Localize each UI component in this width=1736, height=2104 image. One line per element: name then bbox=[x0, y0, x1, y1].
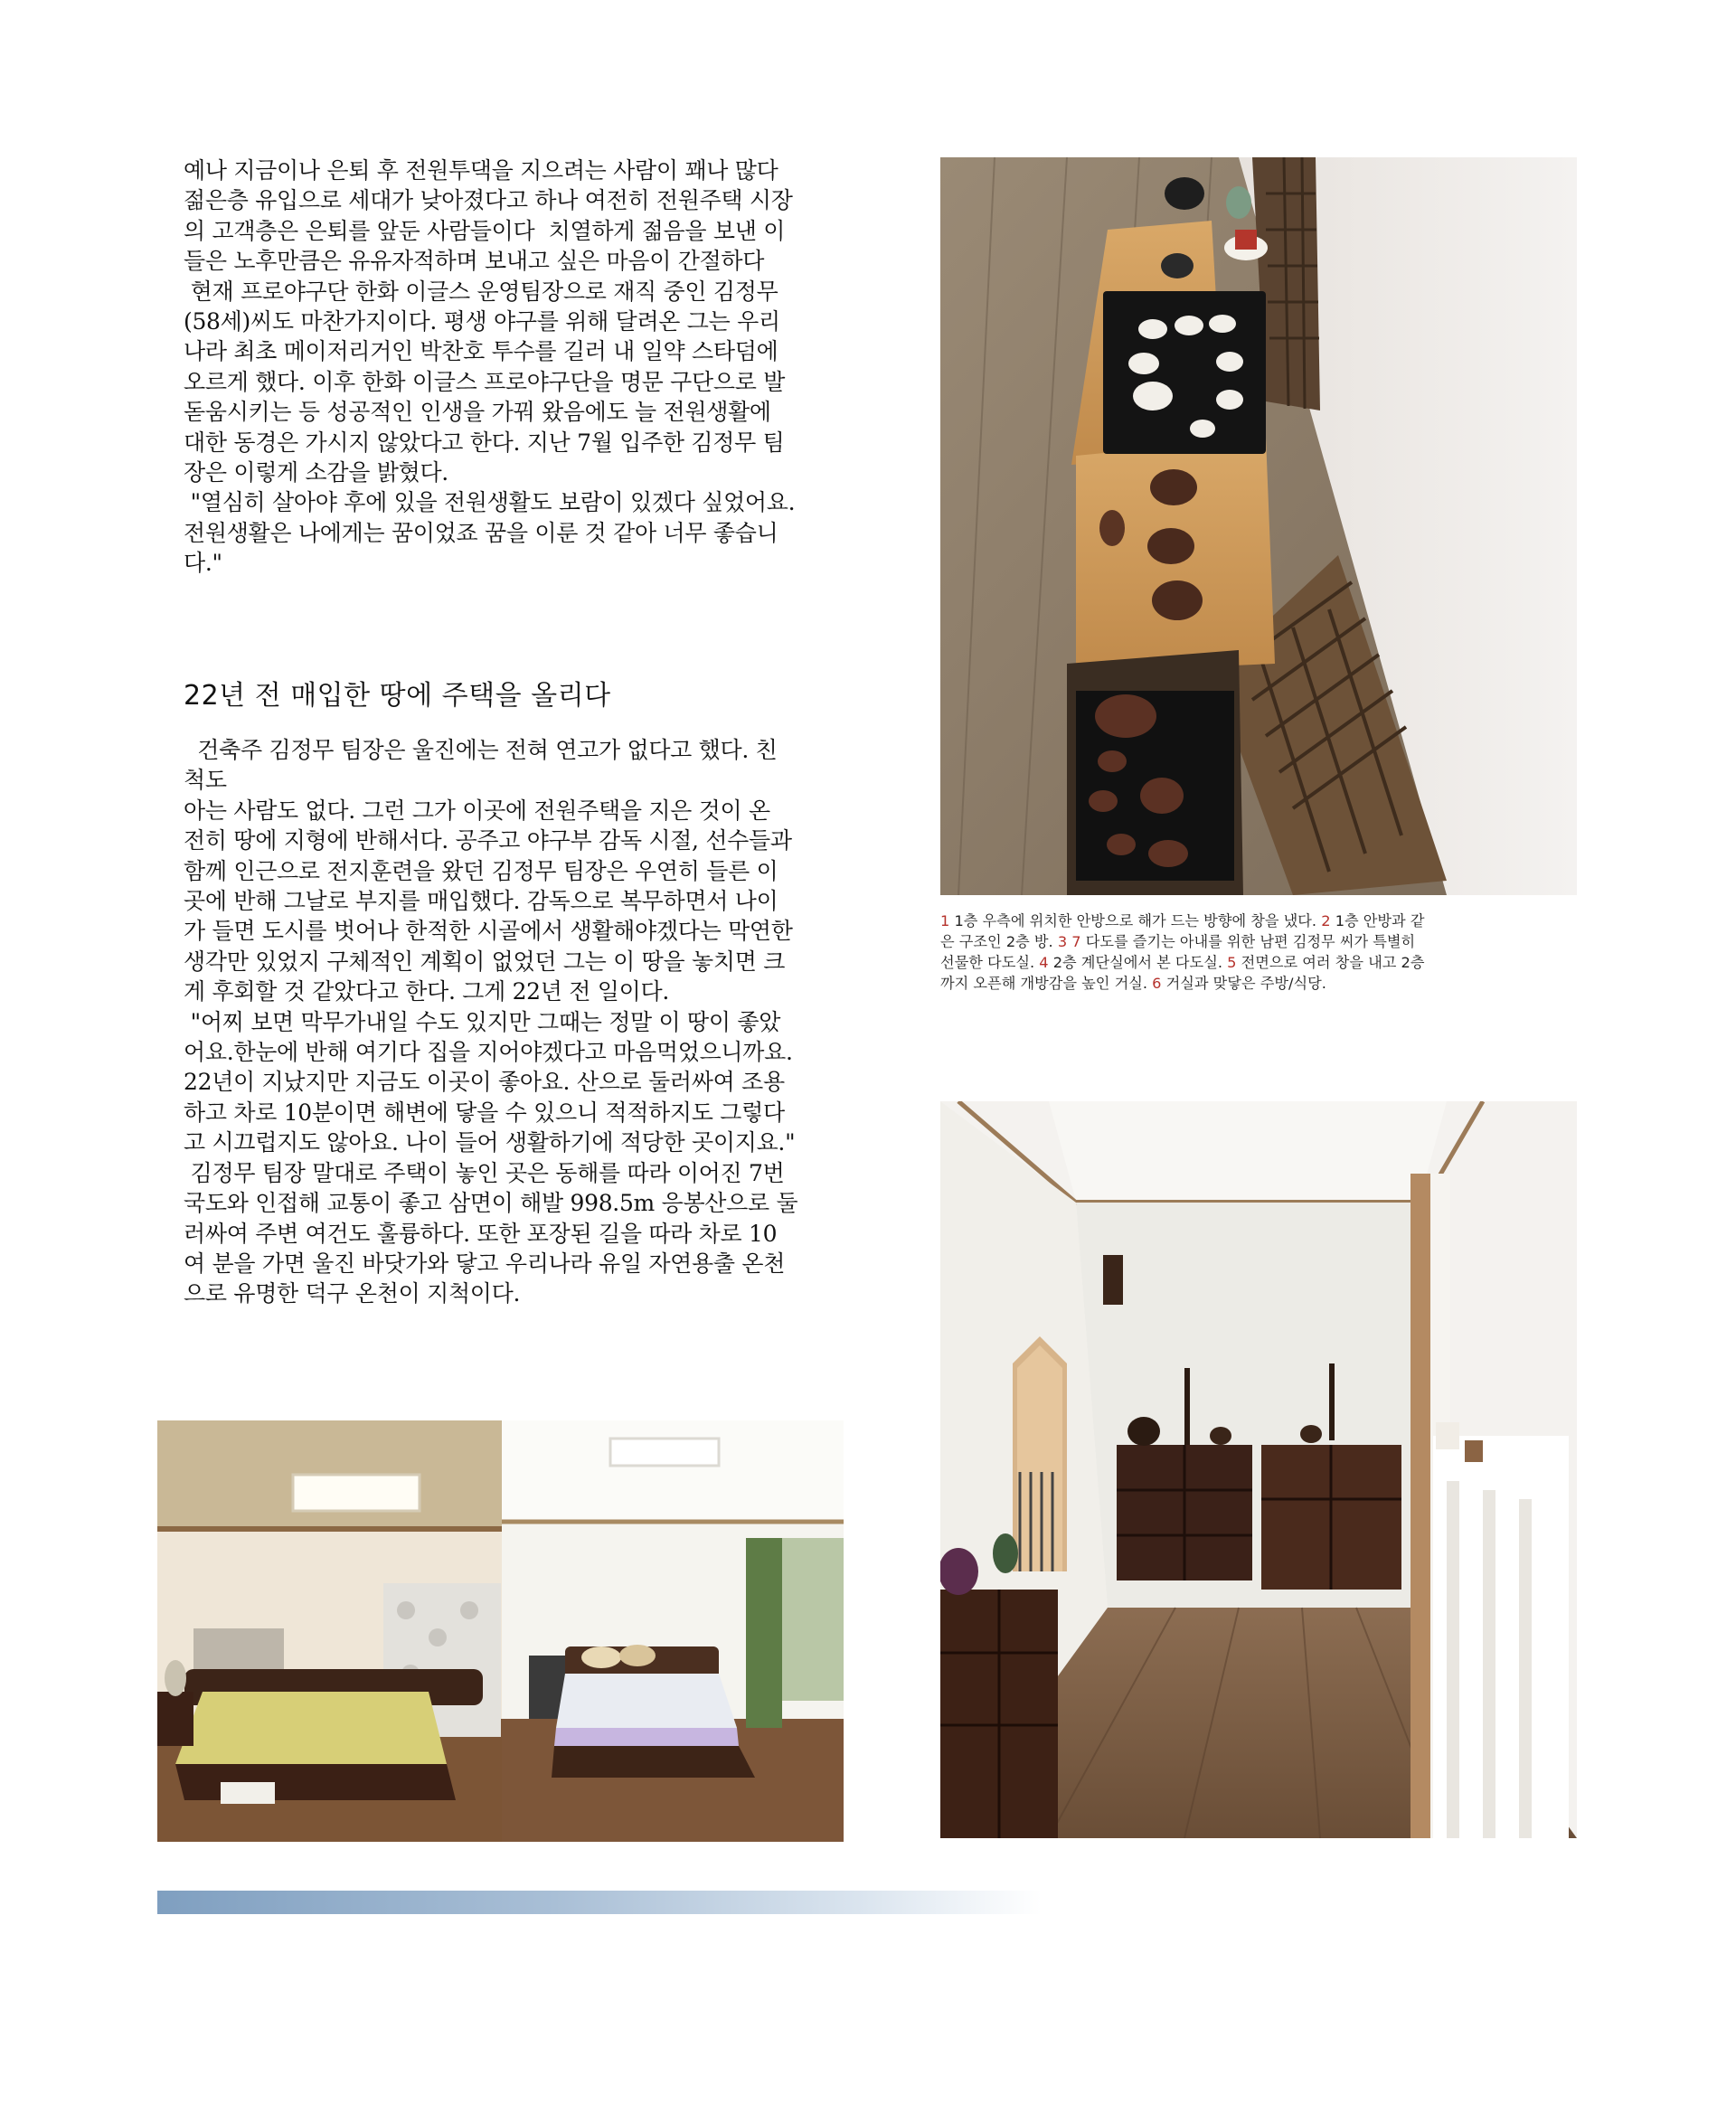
section-line: 전히 땅에 지형에 반해서다. 공주고 야구부 감독 시절, 선수들과 bbox=[184, 827, 792, 854]
caption-photo-number: 6 bbox=[1152, 975, 1162, 992]
section-line: 국도와 인접해 교통이 좋고 삼면이 해발 998.5m 응봉산으로 둘 bbox=[184, 1190, 798, 1217]
section-line: 김정무 팀장 말대로 주택이 놓인 곳은 동해를 따라 이어진 7번 bbox=[184, 1159, 785, 1186]
section-line: "어찌 보면 막무가내일 수도 있지만 그때는 정말 이 땅이 좋았 bbox=[184, 1008, 781, 1035]
caption-text bbox=[940, 910, 1577, 994]
intro-line: 오르게 했다. 이후 한화 이글스 프로야구단을 명문 구단으로 발 bbox=[184, 368, 786, 395]
intro-line: 나라 최초 메이저리거인 박찬호 투수를 길러 내 일약 스타덤에 bbox=[184, 338, 778, 365]
section-line: 건축주 김정무 팀장은 울진에는 전혀 연고가 없다고 했다. 친 bbox=[184, 737, 778, 763]
tea-room-photo bbox=[940, 157, 1577, 895]
caption-line bbox=[940, 952, 1577, 973]
caption-photo-number: 3 7 bbox=[1057, 933, 1081, 950]
first-floor-bedroom-photo bbox=[157, 1420, 502, 1842]
section-line: 어요.한눈에 반해 여기다 집을 지어야겠다고 마음먹었으니까요. bbox=[184, 1039, 793, 1066]
intro-line: 젊은층 유입으로 세대가 낮아졌다고 하나 여전히 전원주택 시장 bbox=[184, 187, 793, 214]
caption-photo-number: 1 bbox=[940, 912, 950, 929]
section-line: 가 들면 도시를 벗어나 한적한 시골에서 생활해야겠다는 막연한 bbox=[184, 918, 793, 945]
intro-line: 의 고객층은 은퇴를 앞둔 사람들이다 치열하게 젊음을 보낸 이 bbox=[184, 217, 786, 244]
caption-text-segment: 1층 우측에 위치한 안방으로 해가 드는 방향에 창을 냈다. bbox=[949, 912, 1322, 929]
intro-line: "열심히 살아야 후에 있을 전원생활도 보람이 있겠다 싶었어요. bbox=[184, 489, 796, 516]
section-line: 으로 유명한 덕구 온천이 지척이다. bbox=[184, 1280, 521, 1307]
photo-caption bbox=[940, 910, 1577, 994]
caption-line bbox=[940, 973, 1577, 994]
section-text-block bbox=[184, 735, 889, 1309]
caption-photo-number: 5 bbox=[1227, 954, 1237, 971]
section-line: 러싸여 주변 여건도 훌륭하다. 또한 포장된 길을 따라 차로 10 bbox=[184, 1220, 778, 1247]
section-heading bbox=[184, 673, 611, 712]
decorative-gradient-bar bbox=[157, 1891, 1042, 1914]
section-line: 게 후회할 것 같았다고 한다. 그게 22년 전 일이다. bbox=[184, 978, 669, 1005]
caption-photo-number: 4 bbox=[1039, 954, 1049, 971]
section-line: 22년이 지났지만 지금도 이곳이 좋아요. 산으로 둘러싸여 조용 bbox=[184, 1069, 785, 1096]
intro-line: 예나 지금이나 은퇴 후 전원투댁을 지으려는 사람이 꽤나 많다 bbox=[184, 157, 778, 184]
section-line: 고 시끄럽지도 않아요. 나이 들어 생활하기에 적당한 곳이지요." bbox=[184, 1129, 796, 1156]
caption-line bbox=[940, 910, 1577, 931]
intro-line: 장은 이렇게 소감을 밝혔다. bbox=[184, 459, 448, 486]
intro-line: (58세)씨도 마찬가지이다. 평생 야구를 위해 달려온 그는 우리 bbox=[184, 308, 780, 335]
upstairs-hallway-photo bbox=[940, 1101, 1577, 1838]
section-line: 여 분을 가면 울진 바닷가와 닿고 우리나라 유일 자연용출 온천 bbox=[184, 1250, 786, 1277]
intro-line: 다." bbox=[184, 550, 222, 577]
section-line: 생각만 있었지 구체적인 계획이 없었던 그는 이 땅을 놓치면 크 bbox=[184, 948, 786, 975]
intro-line: 대한 동경은 가시지 않았다고 한다. 지난 7월 입주한 김정무 팀 bbox=[184, 429, 785, 456]
intro-line: 전원생활은 나에게는 꿈이었죠 꿈을 이룬 것 같아 너무 좋습니 bbox=[184, 519, 778, 546]
section-line: 척도 bbox=[184, 767, 227, 794]
section-line: 함께 인근으로 전지훈련을 왔던 김정무 팀장은 우연히 들른 이 bbox=[184, 857, 778, 884]
caption-photo-number: 2 bbox=[1321, 912, 1331, 929]
caption-line bbox=[940, 931, 1577, 952]
intro-line: 들은 노후만큼은 유유자적하며 보내고 싶은 마음이 간절하다 bbox=[184, 248, 765, 275]
section-paragraph bbox=[184, 735, 889, 1309]
section-line: 하고 차로 10분이면 해변에 닿을 수 있으니 적적하지도 그렇다 bbox=[184, 1099, 785, 1126]
caption-text-segment: 1층 안방과 같 bbox=[1330, 912, 1425, 929]
section-title: 22년 전 매입한 땅에 주택을 올리다 bbox=[184, 680, 611, 712]
caption-text-segment: 거실과 맞닿은 주방/식당. bbox=[1161, 975, 1326, 992]
caption-text-segment: 다도를 즐기는 아내를 위한 남편 김정무 씨가 특별히 bbox=[1080, 933, 1416, 950]
caption-text-segment: 선물한 다도실. bbox=[940, 954, 1040, 971]
caption-text-segment: 은 구조인 2층 방. bbox=[940, 933, 1058, 950]
intro-line: 돋움시키는 등 성공적인 인생을 가꿔 왔음에도 늘 전원생활에 bbox=[184, 399, 771, 426]
section-line: 아는 사람도 없다. 그런 그가 이곳에 전원주택을 지은 것이 온 bbox=[184, 797, 770, 824]
intro-text-block bbox=[184, 156, 889, 579]
caption-text-segment: 전면으로 여러 창을 내고 2층 bbox=[1236, 954, 1425, 971]
caption-text-segment: 2층 계단실에서 본 다도실. bbox=[1048, 954, 1228, 971]
intro-line: 현재 프로야구단 한화 이글스 운영팀장으로 재직 중인 김정무 bbox=[184, 278, 778, 305]
intro-paragraph bbox=[184, 156, 889, 579]
second-floor-bedroom-photo bbox=[502, 1420, 844, 1842]
section-line: 곳에 반해 그날로 부지를 매입했다. 감독으로 복무하면서 나이 bbox=[184, 888, 778, 915]
caption-text-segment: 까지 오픈해 개방감을 높인 거실. bbox=[940, 975, 1153, 992]
